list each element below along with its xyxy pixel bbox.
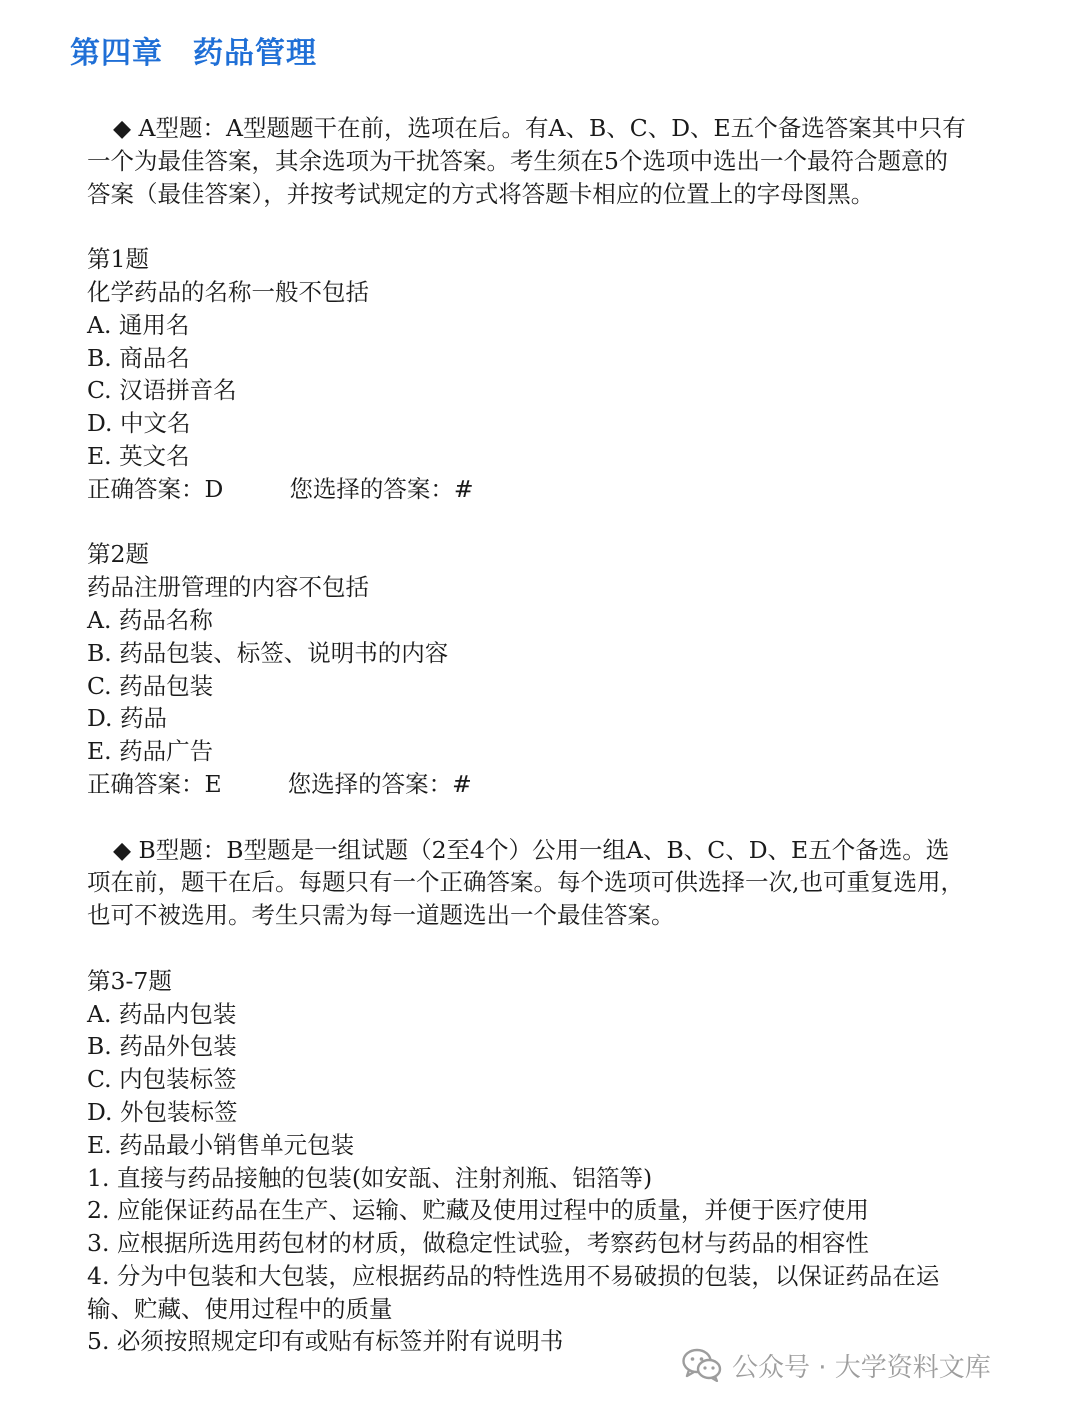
question-item-5: 5. 必须按照规定印有或贴有标签并附有说明书: [87, 1327, 564, 1356]
option-a: A. 药品内包装: [87, 999, 237, 1028]
section-b-intro: ◆ B型题：B型题是一组试题（2至4个）公用一组A、B、C、D、E五个备选。选项在前，题干在后。每题只有一个正确答案。每个选项可供选择一次,也可重复选用，也可不被选用。考生只需为每一道题选出一个最佳答案。: [87, 835, 964, 930]
chapter-name: 药品管理: [193, 36, 317, 71]
question-stem: 化学药品的名称一般不包括: [87, 277, 369, 306]
option-a: A. 通用名: [87, 310, 190, 339]
option-c: C. 内包装标签: [87, 1065, 237, 1094]
question-number: 第1题: [87, 245, 149, 274]
correct-answer: 正确答案：E: [87, 769, 222, 798]
document-body: [87, 112, 967, 1358]
option-b: B. 药品外包装: [87, 1032, 237, 1061]
question-2: [87, 538, 967, 800]
your-answer: 您选择的答案：#: [289, 474, 474, 503]
option-e: E. 药品最小销售单元包装: [87, 1130, 355, 1159]
wechat-icon: [682, 1348, 722, 1382]
question-1: [87, 243, 967, 505]
chapter-title: [70, 28, 317, 72]
question-item-2: 2. 应能保证药品在生产、运输、贮藏及使用过程中的质量，并便于医疗使用: [87, 1196, 869, 1225]
option-c: C. 药品包装: [87, 671, 214, 700]
answer-line: [87, 768, 967, 801]
question-item-4: 4. 分为中包装和大包装，应根据药品的特性选用不易破损的包装，以保证药品在运输、贮藏、使用过程中的质量: [87, 1261, 940, 1323]
option-d: D. 中文名: [87, 409, 191, 438]
option-d: D. 药品: [87, 704, 167, 733]
question-item-1: 1. 直接与药品接触的包装(如安瓿、注射剂瓶、铝箔等): [87, 1163, 653, 1192]
watermark: [682, 1345, 991, 1385]
section-a-intro: ◆ A型题：A型题题干在前，选项在后。有A、B、C、D、E五个备选答案其中只有一个为最佳答案，其余选项为干扰答案。考生须在5个选项中选出一个最符合题意的答案（最佳答案），并按考试规定的方式将答题卡相应的位置上的字母图黑。: [87, 114, 966, 208]
question-group-3-7: [87, 965, 967, 1359]
question-stem: 药品注册管理的内容不包括: [87, 573, 369, 602]
option-e: E. 药品广告: [87, 737, 214, 766]
question-number: 第3-7题: [87, 966, 172, 995]
option-b: B. 商品名: [87, 343, 190, 372]
option-d: D. 外包装标签: [87, 1097, 238, 1126]
option-e: E. 英文名: [87, 441, 190, 470]
option-b: B. 药品包装、标签、说明书的内容: [87, 638, 449, 667]
watermark-text: 公众号 · 大学资料文库: [732, 1352, 991, 1383]
question-number: 第2题: [87, 540, 149, 569]
chapter-number: 第四章: [70, 36, 163, 71]
option-c: C. 汉语拼音名: [87, 376, 237, 405]
answer-line: [87, 473, 967, 506]
question-item-3: 3. 应根据所选用药包材的材质，做稳定性试验，考察药包材与药品的相容性: [87, 1229, 869, 1258]
correct-answer: 正确答案：D: [87, 474, 224, 503]
option-a: A. 药品名称: [87, 605, 213, 634]
your-answer: 您选择的答案：#: [287, 769, 472, 798]
